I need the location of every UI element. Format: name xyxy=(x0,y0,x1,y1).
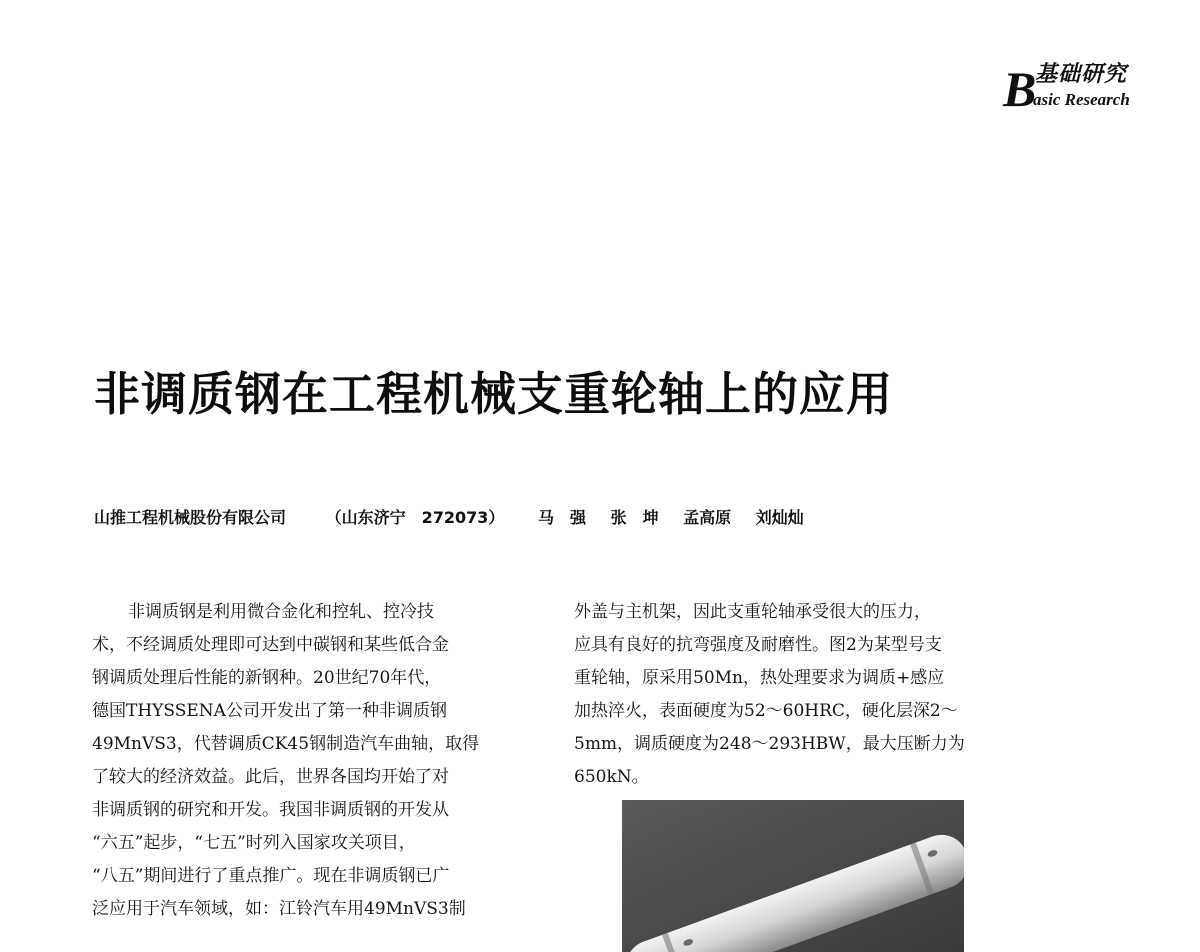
body-text-line: 加热淬火，表面硬度为52～60HRC，硬化层深2～ xyxy=(574,701,958,721)
body-text-line: 重轮轴，原采用50Mn，热处理要求为调质+感应 xyxy=(574,668,945,688)
body-column-left xyxy=(92,596,532,926)
author-name: 张 坤 xyxy=(610,508,659,527)
journal-section-logo xyxy=(1003,61,1153,117)
author-name: 孟高原 xyxy=(683,508,732,527)
figure-shaft-photo xyxy=(622,800,964,952)
body-text-line: 非调质钢是利用微合金化和控轧、控冷技 xyxy=(128,602,434,622)
logo-section-cn: 基础研究 xyxy=(1035,62,1128,87)
body-text-line: 术，不经调质处理即可达到中碳钢和某些低合金 xyxy=(92,635,449,655)
author-name: 刘灿灿 xyxy=(755,508,804,527)
body-text-line: 钢调质处理后性能的新钢种。20世纪70年代， xyxy=(92,668,442,688)
body-text-line: 49MnVS3，代替调质CK45钢制造汽车曲轴，取得 xyxy=(92,734,480,754)
body-column-right xyxy=(574,596,1014,794)
body-text-line: “六五”起步，“七五”时列入国家攻关项目， xyxy=(92,833,416,853)
shaft-photo-icon xyxy=(622,800,964,952)
body-text-line: 应具有良好的抗弯强度及耐磨性。图2为某型号支 xyxy=(574,635,942,655)
body-text-line: 泛应用于汽车领域，如：江铃汽车用49MnVS3制 xyxy=(92,899,466,919)
byline xyxy=(94,505,804,531)
body-text-line: 了较大的经济效益。此后，世界各国均开始了对 xyxy=(92,767,449,787)
body-text-line: 5mm，调质硬度为248～293HBW，最大压断力为 xyxy=(574,734,965,754)
logo-section-en: asic Research xyxy=(1033,90,1130,109)
author-address: （山东济宁 272073） xyxy=(325,508,505,527)
logo-letter: B xyxy=(1003,61,1037,117)
body-text-line: 非调质钢的研究和开发。我国非调质钢的开发从 xyxy=(92,800,449,820)
body-text-line: 外盖与主机架，因此支重轮轴承受很大的压力， xyxy=(574,602,931,622)
article-title: 非调质钢在工程机械支重轮轴上的应用 xyxy=(94,367,893,421)
body-text-line: 650kN。 xyxy=(574,767,649,787)
author-name: 马 强 xyxy=(537,508,586,527)
body-text-line: 德国THYSSENA公司开发出了第一种非调质钢 xyxy=(92,701,447,721)
body-text-line: “八五”期间进行了重点推广。现在非调质钢已广 xyxy=(92,866,450,886)
author-organization: 山推工程机械股份有限公司 xyxy=(94,508,287,527)
